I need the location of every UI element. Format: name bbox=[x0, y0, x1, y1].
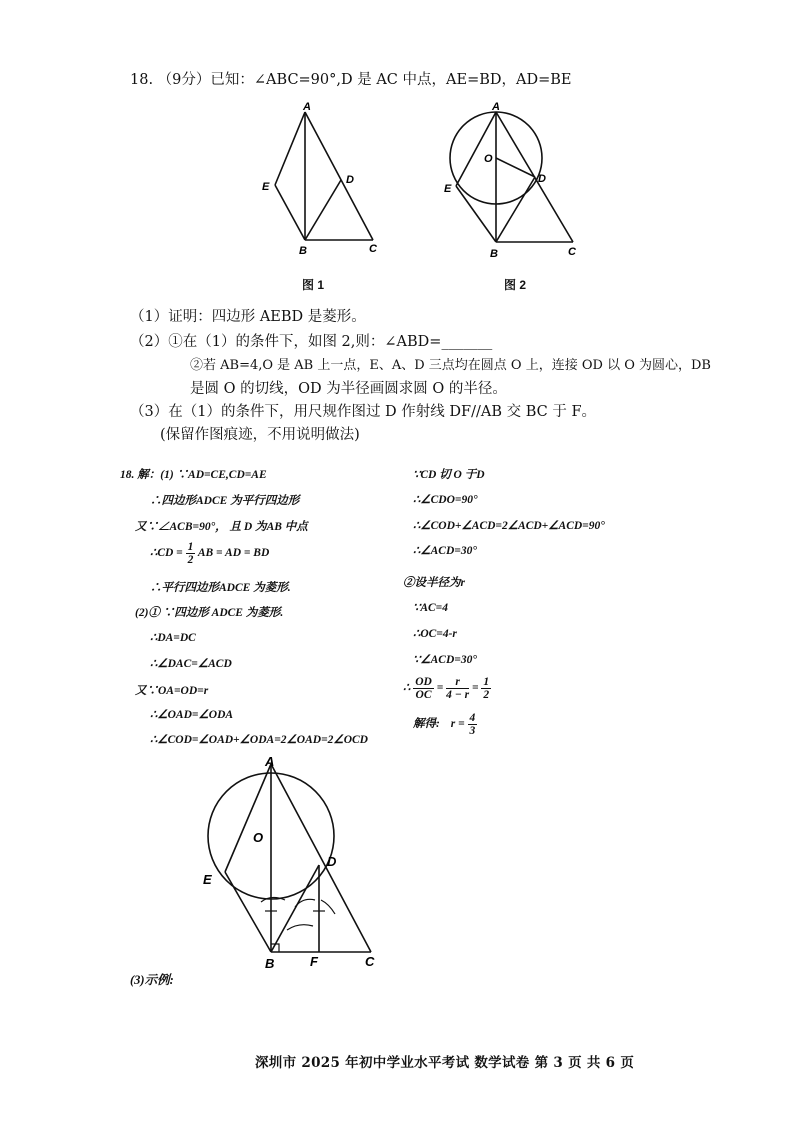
fig1-label-c: C bbox=[369, 243, 377, 255]
arc-trace-2 bbox=[295, 899, 315, 907]
arc-trace-3 bbox=[321, 900, 335, 914]
solution-left-line-9: 又∵OA=OD=r bbox=[135, 685, 209, 697]
question-part1: （1）证明：四边形 AEBD 是菱形。 bbox=[130, 309, 366, 325]
figure-1-caption: 图 1 bbox=[302, 278, 325, 292]
question-part2-line2: ②若 AB=4,O 是 AB 上一点，E、A、D 三点均在圆点 O 上，连接 OD 以 O 为圆心，DB bbox=[190, 358, 711, 373]
solution-right-line-2: ∴∠CDO=90° bbox=[413, 494, 478, 506]
construction-label-e: E bbox=[203, 872, 212, 887]
solution-right-line-5: ②设半径为r bbox=[403, 577, 465, 589]
solution-right-line-7: ∴OC=4-r bbox=[413, 628, 457, 640]
fig2-label-d: D bbox=[538, 173, 546, 185]
fig2-label-b: B bbox=[490, 248, 498, 260]
solution-left-line-6: (2)① ∵四边形 ADCE 为菱形. bbox=[135, 607, 284, 619]
construction-label-a: A bbox=[265, 754, 275, 769]
fig1-edge-bd bbox=[305, 180, 341, 240]
question-part2-line1: （2）①在（1）的条件下，如图 2,则：∠ABD=_______ bbox=[130, 334, 493, 350]
fraction-half: $\frac{1}{2}$ bbox=[187, 541, 194, 567]
fig2-label-e: E bbox=[444, 183, 452, 195]
fig1-label-d: D bbox=[346, 174, 354, 186]
solve-label: 解得: bbox=[413, 718, 440, 731]
solution-right-line-8: ∵∠ACD=30° bbox=[413, 654, 477, 666]
therefore-sign: ∴ bbox=[403, 682, 411, 695]
question-part3-line1: （3）在（1）的条件下，用尺规作图过 D 作射线 DF//AB 交 BC 于 F。 bbox=[130, 404, 597, 420]
fraction-od-oc: $\frac{OD}{OC}$ bbox=[415, 676, 432, 702]
figure-1 bbox=[255, 100, 395, 265]
fraction-r-4r: $\frac{r}{4 - r}$ bbox=[446, 676, 470, 702]
fig2-edge-ae bbox=[456, 112, 496, 186]
solution-left-line-4 bbox=[150, 541, 269, 566]
solution-left-line-1: 18. 解：(1) ∵AD=CE,CD=AE bbox=[120, 469, 267, 481]
equals-sign-2: = bbox=[471, 682, 479, 695]
cd-equals: ∴CD = bbox=[150, 547, 183, 560]
fig1-edge-ae bbox=[275, 112, 305, 185]
fig1-label-e: E bbox=[262, 181, 270, 193]
fig1-label-b: B bbox=[299, 245, 307, 257]
equals-sign-1: = bbox=[436, 682, 444, 695]
figure-2-caption: 图 2 bbox=[504, 278, 527, 292]
fig1-label-a: A bbox=[303, 101, 311, 113]
solution-left-line-10: ∴∠OAD=∠ODA bbox=[150, 709, 234, 721]
construction-edge-bd bbox=[271, 865, 319, 952]
ab-equals: AB = AD = BD bbox=[197, 547, 270, 560]
solution-left-line-5: ∴平行四边形ADCE 为菱形. bbox=[150, 582, 291, 594]
construction-edge-ae bbox=[225, 764, 271, 872]
construction-label-o: O bbox=[253, 830, 264, 845]
fig2-edge-eb bbox=[456, 186, 496, 242]
solution-left-line-2: ∴四边形ADCE 为平行四边形 bbox=[150, 495, 300, 507]
solution-left-line-11: ∴∠COD=∠OAD+∠ODA=2∠OAD=2∠OCD bbox=[150, 734, 368, 746]
r-equals: r = bbox=[450, 718, 465, 731]
page-footer: 深圳市 2025 年初中学业水平考试 数学试卷 第 3 页 共 6 页 bbox=[255, 1055, 635, 1071]
question-header: 18. （9分）已知：∠ABC=90°,D 是 AC 中点，AE=BD，AD=BE bbox=[130, 72, 572, 88]
fraction-four-thirds: $\frac{4}{3}$ bbox=[469, 712, 476, 738]
fig2-label-a: A bbox=[492, 101, 500, 113]
solution-right-line-1: ∵CD 切 O 于D bbox=[413, 469, 485, 481]
question-part3-line2: (保留作图痕迹，不用说明做法) bbox=[160, 427, 360, 443]
solution-right-line-3: ∴∠COD+∠ACD=2∠ACD+∠ACD=90° bbox=[413, 520, 605, 532]
part3-example-label: (3)示例: bbox=[130, 973, 174, 987]
arc-trace-4 bbox=[287, 925, 313, 930]
solution-right-ratio bbox=[403, 676, 491, 701]
fraction-one-half: $\frac{1}{2}$ bbox=[483, 676, 490, 702]
fig2-edge-bd bbox=[496, 177, 535, 242]
construction-label-d: D bbox=[327, 854, 337, 869]
fig1-edge-eb bbox=[275, 185, 305, 240]
construction-label-b: B bbox=[265, 956, 275, 971]
figure-2 bbox=[440, 100, 590, 265]
construction-label-c: C bbox=[365, 954, 375, 969]
solution-right-line-6: ∵AC=4 bbox=[413, 602, 448, 614]
fig1-edge-ac bbox=[305, 112, 373, 240]
fig2-label-c: C bbox=[568, 246, 576, 258]
solution-left-line-7: ∴DA=DC bbox=[150, 632, 196, 644]
solution-right-line-4: ∴∠ACD=30° bbox=[413, 545, 477, 557]
construction-label-f: F bbox=[310, 954, 318, 969]
question-part2-line3: 是圆 O 的切线，OD 为半径画圆求圆 O 的半径。 bbox=[190, 381, 507, 397]
solution-left-line-8: ∴∠DAC=∠ACD bbox=[150, 658, 232, 670]
construction-edge-eb bbox=[225, 872, 271, 952]
construction-figure bbox=[195, 752, 395, 977]
fig2-label-o: O bbox=[484, 153, 493, 165]
solution-right-result bbox=[413, 712, 477, 737]
solution-left-line-3: 又∵∠ACB=90°， 且 D 为AB 中点 bbox=[135, 521, 308, 533]
